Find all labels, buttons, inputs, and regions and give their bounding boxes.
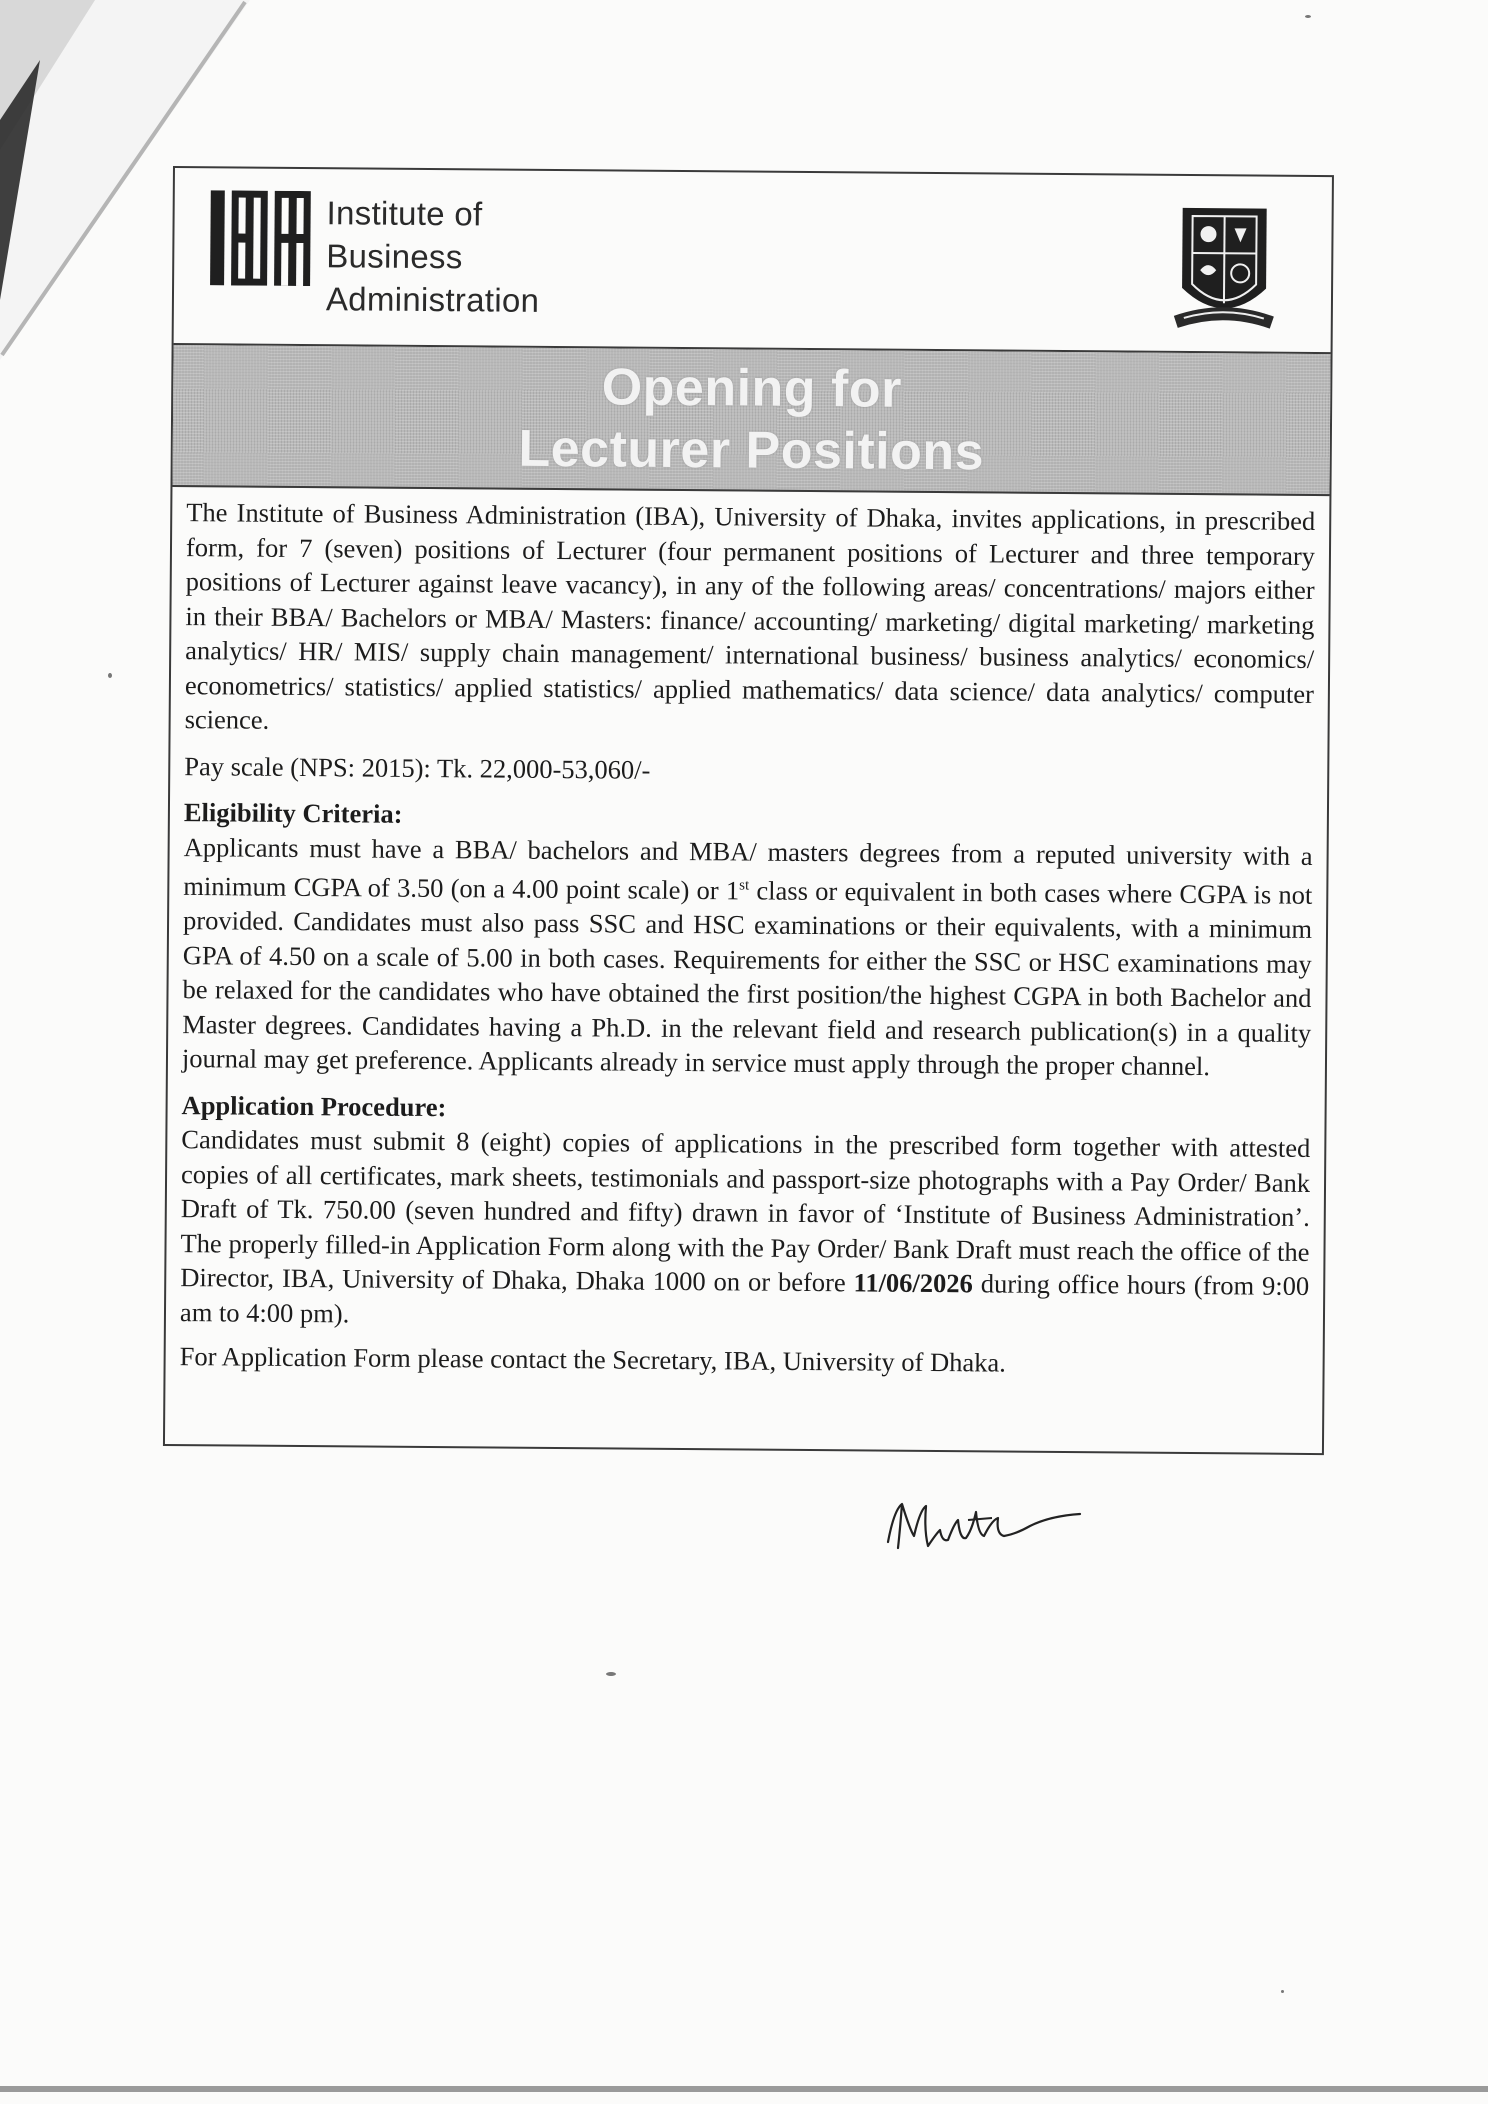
procedure-section <box>180 1088 1311 1338</box>
banner-title-line-1: Opening for <box>601 358 903 419</box>
institute-name-line-1: Institute of <box>326 194 483 233</box>
eligibility-section <box>182 795 1313 1085</box>
scan-bottom-edge <box>0 2086 1488 2092</box>
notice-body <box>166 487 1330 1383</box>
procedure-text-1: Candidates must submit 8 (eight) copies of applications in the prescribed form together with attested copies of all certificates, mark sheets, testimonials and passport-size photographs with a Pay Order/ Bank Draft of Tk. 750.00 (seven hundred and fifty) drawn in favor of ‘Institute of Business Administration’. The properly filled-in Application Form along with the Pay Order/ Bank Draft must reach the office of the Director, IBA, University of Dhaka, Dhaka 1000 on or before <box>180 1124 1311 1298</box>
institute-name <box>326 191 540 322</box>
pay-scale: Pay scale (NPS: 2015): Tk. 22,000-53,060/- <box>184 750 651 785</box>
institute-name-line-2: Business <box>326 237 463 276</box>
banner-title-line-2: Lecturer Positions <box>518 419 985 482</box>
scan-speck <box>606 1672 616 1676</box>
scan-speck <box>1281 1990 1284 1993</box>
position-banner <box>172 345 1330 496</box>
institute-name-line-3: Administration <box>325 280 540 319</box>
scan-speck <box>108 673 112 678</box>
job-notice <box>163 166 1334 1455</box>
procedure-title: Application Procedure: <box>181 1089 447 1123</box>
eligibility-superscript: st <box>739 877 750 894</box>
university-seal-icon <box>1172 198 1277 339</box>
application-deadline: 11/06/2026 <box>853 1267 973 1299</box>
contact-line: For Application Form please contact the Secretary, IBA, University of Dhaka. <box>179 1341 1006 1378</box>
iba-logo <box>207 190 318 286</box>
handwritten-signature <box>880 1490 1100 1560</box>
eligibility-text-1: Applicants must have a BBA/ bachelors and MBA/ masters degrees from a reputed university with a minimum CGPA of 3.50 (on a 4.00 point scale) or 1 <box>183 831 1313 906</box>
eligibility-title: Eligibility Criteria: <box>183 797 403 829</box>
notice-header <box>174 168 1332 354</box>
intro-paragraph: The Institute of Business Administration (IBA), University of Dhaka, invites applications, in prescribed form, for 7 (seven) positions of Lecturer (four permanent positions of Lecturer and three temporary positions of Lecturer against leave vacancy), in any of the following areas/ concentrations/ majors either in their BBA/ Bachelors or MBA/ Masters: finance/ accounting/ marketing/ digital marketing/ marketing analytics/ HR/ MIS/ supply chain management/ international business/ business analytics/ economics/ econometrics/ statistics/ applied statistics/ applied mathematics/ data science/ data analytics/ computer science. <box>184 497 1316 735</box>
eligibility-text-2: class or equivalent in both cases where CGPA is not provided. Candidates must also pass SSC and HSC examinations or their equivalents, with a minimum GPA of 4.50 on a scale of 5.00 in both cases. Requirements for either the SSC or HSC examinations may be relaxed for the candidates who have obtained the first position/the highest CGPA in both Bachelor and Master degrees. Candidates having a Ph.D. in the relevant field and research publication(s) in a quality journal may get preference. Applicants already in service must apply through the proper channel. <box>181 875 1313 1082</box>
procedure-text-2: during office hours (from 9:00 am to 4:00 pm). <box>179 1268 1310 1329</box>
scan-speck <box>1305 15 1311 18</box>
